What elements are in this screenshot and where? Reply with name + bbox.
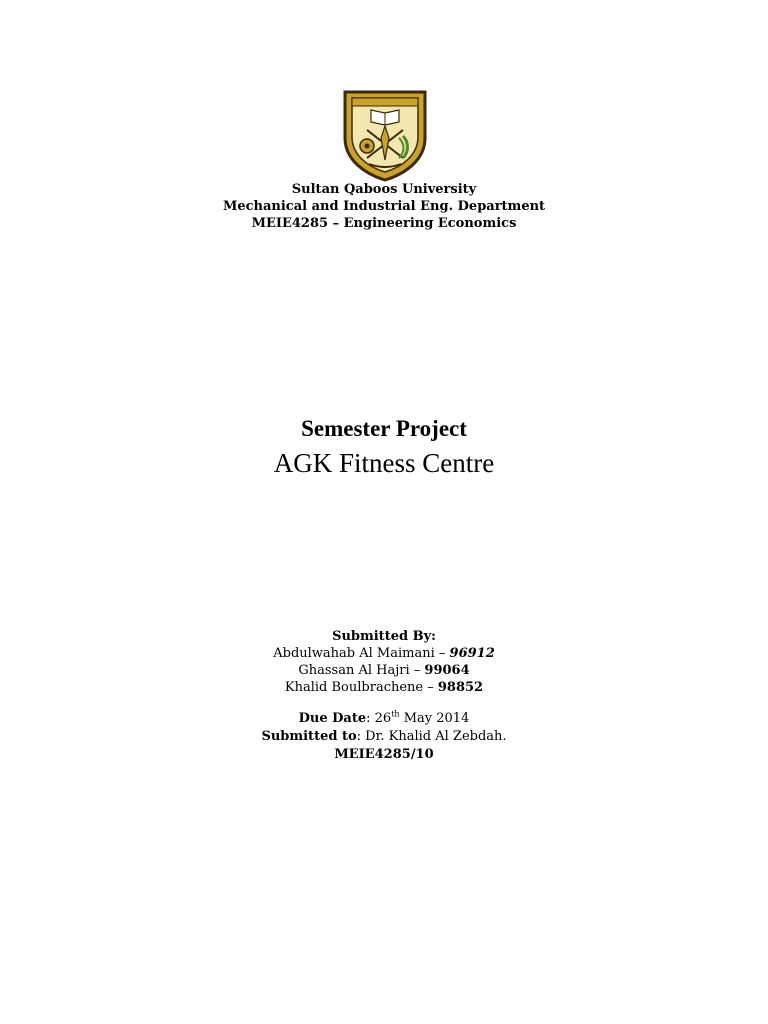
project-title-block [0, 414, 768, 480]
reference-code: MEIE4285/10 [334, 747, 434, 762]
due-date-line [0, 710, 768, 728]
due-date-suffix: th [391, 709, 400, 719]
department-name: Mechanical and Industrial Eng. Department [222, 199, 546, 214]
due-date-day: 26 [374, 711, 392, 726]
university-crest-icon [339, 86, 431, 182]
submitted-to-value: : Dr. Khalid Al Zebdah. [356, 729, 507, 744]
member-row [0, 645, 768, 662]
member-name: Abdulwahab Al Maimani – [273, 646, 450, 661]
member-id: 96912 [449, 646, 495, 661]
member-row [0, 679, 768, 696]
member-id: 99064 [424, 663, 470, 678]
course-name: MEIE4285 – Engineering Economics [251, 216, 517, 231]
member-name: Ghassan Al Hajri – [298, 663, 425, 678]
submitted-to-label: Submitted to [261, 729, 357, 744]
university-name: Sultan Qaboos University [291, 182, 477, 197]
member-id: 98852 [437, 680, 484, 695]
submission-details [0, 710, 768, 764]
due-date-rest: May 2014 [399, 711, 470, 726]
member-row [0, 662, 768, 679]
submitted-by-section [0, 628, 768, 696]
project-title: AGK Fitness Centre [273, 448, 495, 478]
submitted-to-line [0, 728, 768, 746]
project-type: Semester Project [301, 416, 467, 441]
institution-header [0, 181, 768, 232]
member-name: Khalid Boulbrachene – [284, 680, 438, 695]
submitted-by-heading: Submitted By: [332, 629, 436, 644]
due-date-separator: : [366, 711, 375, 726]
due-date-label: Due Date [298, 711, 367, 726]
